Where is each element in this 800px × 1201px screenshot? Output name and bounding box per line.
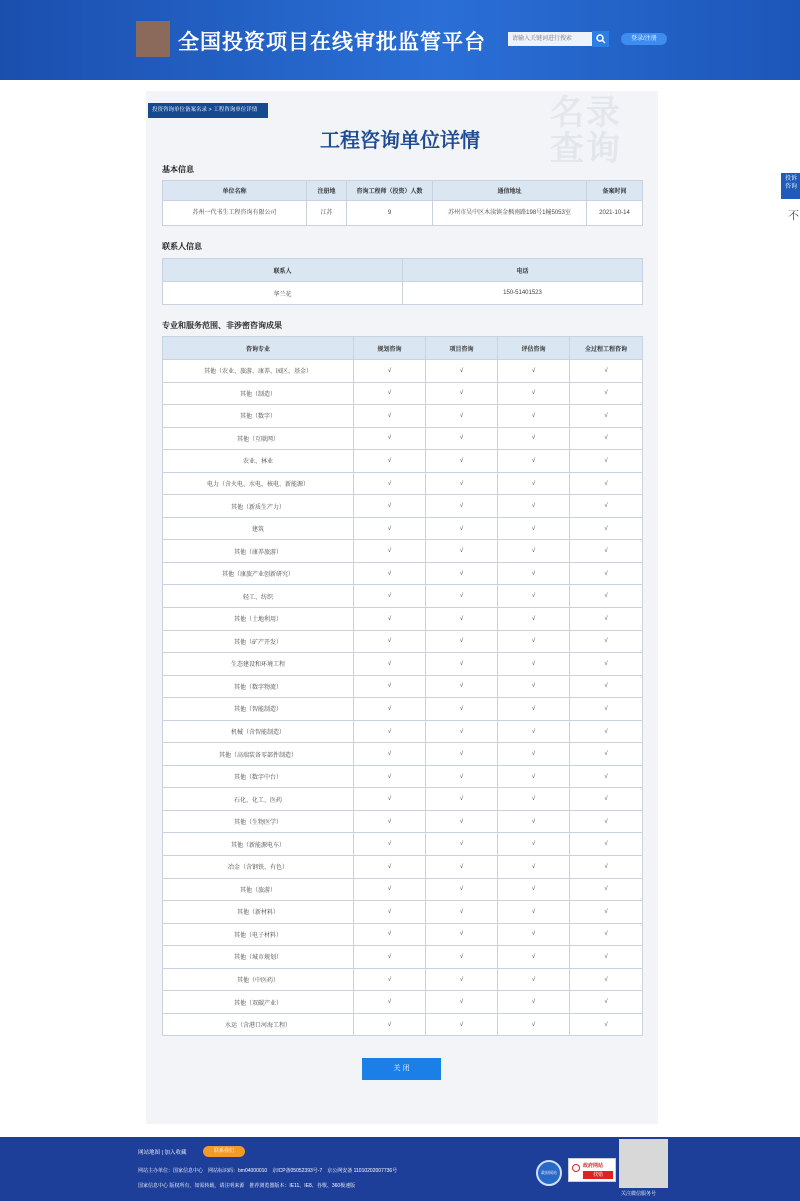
check-mark: √ — [354, 562, 426, 585]
check-mark: √ — [426, 427, 498, 450]
specialty-name: 其他（农业、旅游、康养、园区、基金） — [163, 360, 354, 383]
table-row — [163, 495, 643, 518]
check-mark: √ — [570, 405, 643, 428]
table-row — [163, 653, 643, 676]
column-header: 单位名称 — [163, 181, 307, 201]
table-row — [163, 450, 643, 473]
check-mark: √ — [498, 810, 570, 833]
check-mark: √ — [354, 405, 426, 428]
check-mark: √ — [498, 562, 570, 585]
check-mark: √ — [354, 517, 426, 540]
specialty-name: 轻工、纺织 — [163, 585, 354, 608]
check-mark: √ — [570, 765, 643, 788]
check-mark: √ — [426, 675, 498, 698]
check-mark: √ — [354, 788, 426, 811]
engineer-count: 9 — [347, 201, 433, 226]
column-header: 咨询专业 — [163, 337, 354, 360]
check-mark: √ — [354, 540, 426, 563]
check-mark: √ — [426, 833, 498, 856]
check-mark: √ — [498, 968, 570, 991]
table-row — [163, 427, 643, 450]
side-tab-label-1: 投诉 — [785, 176, 798, 182]
check-mark: √ — [570, 495, 643, 518]
table-row — [163, 720, 643, 743]
column-header: 通信地址 — [433, 181, 587, 201]
check-mark: √ — [354, 901, 426, 924]
scope-title: 专业和服务范围、非涉密咨询成果 — [162, 321, 282, 330]
wechat-qr-code — [619, 1139, 668, 1188]
specialty-name: 其他（康旅产业创新研究） — [163, 562, 354, 585]
table-row — [163, 856, 643, 879]
table-row — [163, 901, 643, 924]
company-name: 苏州一代书生工程咨询有限公司 — [163, 201, 307, 226]
check-mark: √ — [354, 472, 426, 495]
table-row — [163, 608, 643, 631]
check-mark: √ — [570, 856, 643, 879]
column-header: 评估咨询 — [498, 337, 570, 360]
check-mark: √ — [426, 743, 498, 766]
check-mark: √ — [354, 630, 426, 653]
check-mark: √ — [570, 630, 643, 653]
specialty-name: 生态建设和环境工程 — [163, 653, 354, 676]
specialty-name: 其他（双碳产业） — [163, 991, 354, 1014]
column-header: 规划咨询 — [354, 337, 426, 360]
check-mark: √ — [354, 382, 426, 405]
check-mark: √ — [426, 765, 498, 788]
check-mark: √ — [570, 675, 643, 698]
table-row — [163, 282, 643, 305]
check-mark: √ — [426, 1013, 498, 1036]
table-row — [163, 630, 643, 653]
check-mark: √ — [570, 1013, 643, 1036]
contact-info-table — [162, 258, 643, 305]
table-row — [163, 201, 643, 226]
check-mark: √ — [426, 450, 498, 473]
gov-site-badge[interactable]: 政府网站 — [536, 1160, 562, 1186]
check-mark: √ — [426, 653, 498, 676]
check-mark: √ — [498, 405, 570, 428]
mailing-address: 苏州市吴中区木渎镇金枫南路198号1幢5053室 — [433, 201, 587, 226]
side-feedback-tab[interactable] — [781, 173, 800, 199]
specialty-name: 其他（数字物流） — [163, 675, 354, 698]
check-mark: √ — [498, 630, 570, 653]
table-row — [163, 788, 643, 811]
check-mark: √ — [498, 833, 570, 856]
check-mark: √ — [570, 540, 643, 563]
check-mark: √ — [426, 608, 498, 631]
check-mark: √ — [570, 743, 643, 766]
table-row — [163, 360, 643, 383]
check-mark: √ — [426, 698, 498, 721]
filing-date: 2021-10-14 — [587, 201, 643, 226]
table-row — [163, 472, 643, 495]
footer-links[interactable]: 网站地图 | 加入收藏 — [138, 1150, 187, 1156]
check-mark: √ — [570, 517, 643, 540]
check-mark: √ — [426, 901, 498, 924]
check-mark: √ — [498, 427, 570, 450]
search-input[interactable] — [508, 32, 596, 46]
footer-sponsor-info: 网站主办单位：国家信息中心 网站标识码：bm04000010 京ICP备05052393号-7 京公网安备 11010202007736号 — [138, 1168, 398, 1174]
check-mark: √ — [570, 562, 643, 585]
check-mark: √ — [354, 450, 426, 473]
scope-table — [162, 336, 643, 1036]
qr-caption: 关注微信服务号 — [621, 1191, 657, 1197]
check-mark: √ — [570, 450, 643, 473]
search-button[interactable] — [592, 31, 609, 47]
table-row — [163, 968, 643, 991]
check-mark: √ — [354, 427, 426, 450]
footer-copyright: 国家信息中心 版权所有，如需转载，请注明来源 推荐浏览器版本：IE11、IE8、谷歌、360极速版 — [138, 1183, 356, 1189]
check-mark: √ — [426, 382, 498, 405]
check-mark: √ — [570, 901, 643, 924]
check-mark: √ — [498, 743, 570, 766]
report-error-badge[interactable] — [568, 1158, 616, 1182]
side-tab-label-2: 咨询 — [785, 184, 798, 190]
site-logo[interactable] — [136, 21, 170, 57]
check-mark: √ — [498, 360, 570, 383]
column-header: 备案时间 — [587, 181, 643, 201]
check-mark: √ — [426, 472, 498, 495]
table-row — [163, 946, 643, 969]
check-mark: √ — [570, 653, 643, 676]
check-mark: √ — [354, 608, 426, 631]
check-mark: √ — [354, 878, 426, 901]
check-mark: √ — [498, 923, 570, 946]
table-row — [163, 540, 643, 563]
check-mark: √ — [426, 517, 498, 540]
check-mark: √ — [498, 540, 570, 563]
table-row — [163, 517, 643, 540]
check-mark: √ — [426, 991, 498, 1014]
check-mark: √ — [570, 878, 643, 901]
column-header: 咨询工程师（投资）人数 — [347, 181, 433, 201]
table-row — [163, 878, 643, 901]
check-mark: √ — [498, 946, 570, 969]
check-mark: √ — [426, 495, 498, 518]
report-error-top: 政府网站 — [583, 1163, 604, 1169]
table-row — [163, 382, 643, 405]
watermark-line-2: 查询 — [550, 130, 622, 168]
check-mark: √ — [354, 360, 426, 383]
page-title: 工程咨询单位详情 — [320, 130, 480, 152]
contact-phone: 150-51401523 — [403, 282, 643, 305]
specialty-name: 其他（新材料） — [163, 901, 354, 924]
contact-name: 华兰花 — [163, 282, 403, 305]
check-mark: √ — [498, 675, 570, 698]
check-mark: √ — [354, 585, 426, 608]
table-row — [163, 698, 643, 721]
side-glyph: 不 — [788, 210, 799, 222]
table-row — [163, 675, 643, 698]
column-header: 项目咨询 — [426, 337, 498, 360]
column-header: 全过程工程咨询 — [570, 337, 643, 360]
column-header: 电话 — [403, 259, 643, 282]
specialty-name: 其他（土地利用） — [163, 608, 354, 631]
specialty-name: 其他（康养旅游） — [163, 540, 354, 563]
check-mark: √ — [570, 585, 643, 608]
basic-info-table — [162, 180, 643, 226]
specialty-name: 其他（新质生产力） — [163, 495, 354, 518]
check-mark: √ — [426, 923, 498, 946]
specialty-name: 电力（含火电、水电、核电、新能源） — [163, 472, 354, 495]
check-mark: √ — [354, 698, 426, 721]
check-mark: √ — [570, 788, 643, 811]
check-mark: √ — [426, 540, 498, 563]
search-icon — [596, 34, 606, 44]
table-row — [163, 991, 643, 1014]
specialty-name: 机械（含智能制造） — [163, 720, 354, 743]
specialty-name: 其他（新能源电车） — [163, 833, 354, 856]
check-mark: √ — [498, 901, 570, 924]
check-mark: √ — [498, 608, 570, 631]
check-mark: √ — [498, 653, 570, 676]
column-header: 联系人 — [163, 259, 403, 282]
check-mark: √ — [498, 765, 570, 788]
check-mark: √ — [498, 495, 570, 518]
check-mark: √ — [498, 788, 570, 811]
specialty-name: 冶金（含钢铁、有色） — [163, 856, 354, 879]
check-mark: √ — [426, 788, 498, 811]
check-mark: √ — [498, 1013, 570, 1036]
check-mark: √ — [426, 585, 498, 608]
magnifier-icon — [572, 1164, 580, 1172]
check-mark: √ — [354, 991, 426, 1014]
specialty-name: 其他（旅游） — [163, 878, 354, 901]
check-mark: √ — [570, 923, 643, 946]
specialty-name: 建筑 — [163, 517, 354, 540]
watermark-line-1: 名录 — [550, 94, 622, 132]
report-error-label: 找错 — [583, 1171, 613, 1179]
specialty-name: 其他（中医药） — [163, 968, 354, 991]
specialty-name: 其他（数字中台） — [163, 765, 354, 788]
table-row — [163, 810, 643, 833]
breadcrumb[interactable]: 投资咨询单位备案名录 > 工程咨询单位详情 — [148, 103, 268, 118]
check-mark: √ — [354, 743, 426, 766]
check-mark: √ — [426, 856, 498, 879]
specialty-name: 其他（互联网） — [163, 427, 354, 450]
check-mark: √ — [354, 765, 426, 788]
check-mark: √ — [354, 923, 426, 946]
check-mark: √ — [570, 360, 643, 383]
check-mark: √ — [498, 450, 570, 473]
specialty-name: 石化、化工、医药 — [163, 788, 354, 811]
check-mark: √ — [426, 878, 498, 901]
check-mark: √ — [354, 968, 426, 991]
check-mark: √ — [498, 472, 570, 495]
check-mark: √ — [570, 698, 643, 721]
specialty-name: 其他（高端装备零部件制造） — [163, 743, 354, 766]
table-row — [163, 743, 643, 766]
check-mark: √ — [354, 1013, 426, 1036]
specialty-name: 其他（数字） — [163, 405, 354, 428]
check-mark: √ — [498, 517, 570, 540]
check-mark: √ — [498, 878, 570, 901]
registered-place: 江苏 — [307, 201, 347, 226]
footer — [0, 1137, 800, 1201]
check-mark: √ — [426, 405, 498, 428]
check-mark: √ — [354, 946, 426, 969]
check-mark: √ — [426, 360, 498, 383]
login-register-button[interactable]: 登录/注册 — [621, 33, 667, 45]
check-mark: √ — [570, 472, 643, 495]
check-mark: √ — [570, 833, 643, 856]
specialty-name: 其他（城市规划） — [163, 946, 354, 969]
specialty-name: 农业、林业 — [163, 450, 354, 473]
check-mark: √ — [498, 991, 570, 1014]
specialty-name: 其他（制造） — [163, 382, 354, 405]
check-mark: √ — [426, 946, 498, 969]
table-row — [163, 923, 643, 946]
close-button[interactable]: 关 闭 — [362, 1058, 441, 1080]
check-mark: √ — [570, 810, 643, 833]
table-row — [163, 833, 643, 856]
specialty-name: 其他（矿产开发） — [163, 630, 354, 653]
table-row — [163, 405, 643, 428]
check-mark: √ — [498, 856, 570, 879]
check-mark: √ — [570, 382, 643, 405]
check-mark: √ — [426, 968, 498, 991]
check-mark: √ — [354, 675, 426, 698]
check-mark: √ — [426, 720, 498, 743]
check-mark: √ — [354, 653, 426, 676]
check-mark: √ — [498, 585, 570, 608]
check-mark: √ — [498, 382, 570, 405]
site-title[interactable]: 全国投资项目在线审批监管平台 — [178, 31, 486, 54]
table-row — [163, 1013, 643, 1036]
specialty-name: 其他（智能制造） — [163, 698, 354, 721]
column-header: 注册地 — [307, 181, 347, 201]
specialty-name: 其他（电子材料） — [163, 923, 354, 946]
check-mark: √ — [570, 991, 643, 1014]
check-mark: √ — [426, 630, 498, 653]
check-mark: √ — [570, 968, 643, 991]
check-mark: √ — [570, 427, 643, 450]
basic-info-title: 基本信息 — [162, 165, 194, 174]
specialty-name: 水运（含港口河海工程） — [163, 1013, 354, 1036]
check-mark: √ — [354, 720, 426, 743]
check-mark: √ — [498, 720, 570, 743]
check-mark: √ — [570, 608, 643, 631]
check-mark: √ — [354, 810, 426, 833]
check-mark: √ — [498, 698, 570, 721]
contact-info-title: 联系人信息 — [162, 242, 202, 251]
check-mark: √ — [354, 856, 426, 879]
check-mark: √ — [354, 495, 426, 518]
check-mark: √ — [426, 810, 498, 833]
specialty-name: 其他（生物医学） — [163, 810, 354, 833]
table-row — [163, 765, 643, 788]
check-mark: √ — [354, 833, 426, 856]
contact-us-button[interactable]: 联系我们 — [203, 1146, 245, 1157]
check-mark: √ — [570, 720, 643, 743]
table-row — [163, 585, 643, 608]
table-row — [163, 562, 643, 585]
check-mark: √ — [570, 946, 643, 969]
check-mark: √ — [426, 562, 498, 585]
